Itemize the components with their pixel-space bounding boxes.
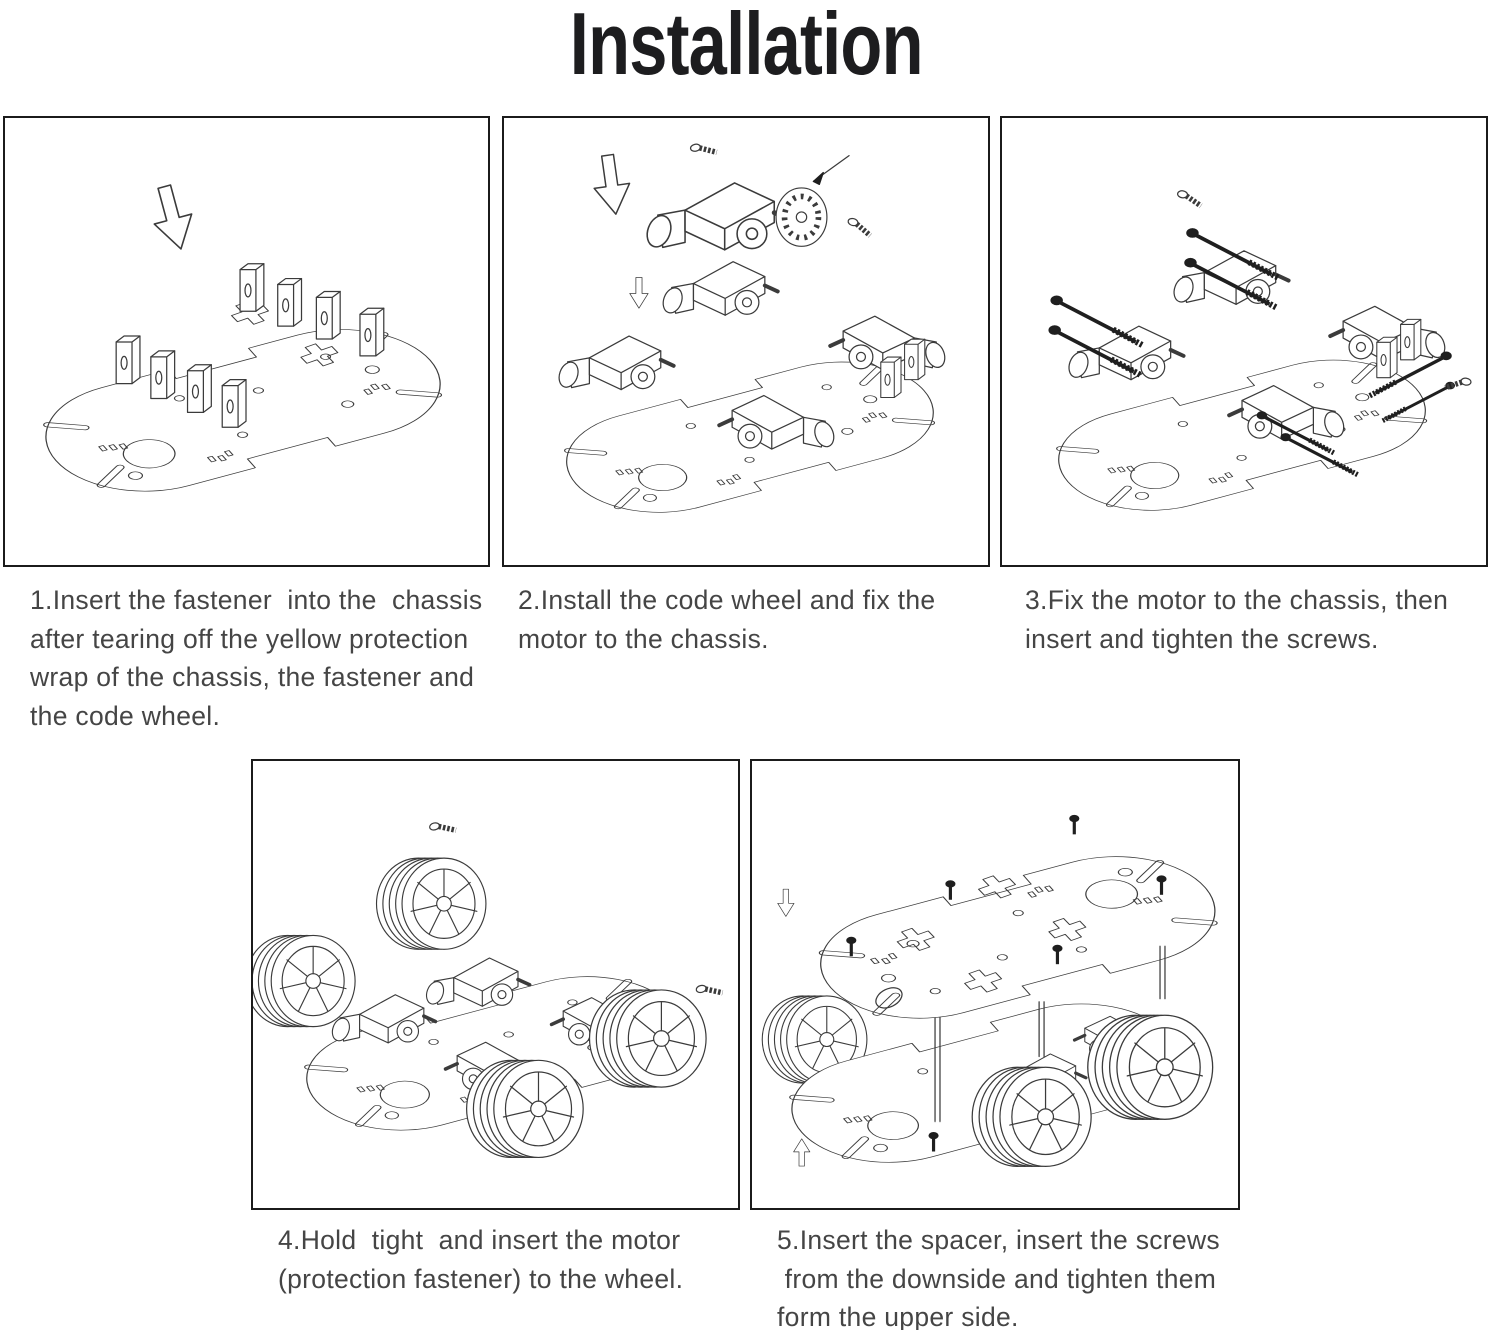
- wheels: [253, 858, 706, 1157]
- down-arrow-icon: [146, 182, 200, 254]
- screw-icon: [1176, 190, 1202, 206]
- caption-line: the code wheel.: [30, 700, 221, 731]
- screw-icon: [696, 981, 723, 999]
- step-1-panel: [3, 116, 490, 567]
- exploded-motor-with-code-wheel: [643, 140, 873, 250]
- step-1-drawing: [5, 118, 488, 565]
- step-4-drawing: [253, 761, 738, 1208]
- fastener-post: [1401, 319, 1421, 359]
- step-5-drawing: [752, 761, 1238, 1208]
- screw-icon: [429, 818, 456, 836]
- step-3-panel: [1000, 116, 1488, 567]
- top-chassis-plate: [787, 838, 1238, 1036]
- screw-icon: [690, 140, 717, 157]
- step-3-caption: [1025, 581, 1448, 658]
- step-1-caption: [30, 581, 482, 735]
- step-5-panel: [750, 759, 1240, 1210]
- caption-line: after tearing off the yellow protection: [30, 623, 469, 654]
- step-4-caption: [278, 1221, 683, 1298]
- down-arrow-icon: [590, 153, 634, 217]
- caption-line: insert and tighten the screws.: [1025, 623, 1379, 654]
- page-title: [0, 0, 1492, 93]
- fastener-post: [905, 339, 925, 379]
- small-up-arrow-icon: [794, 1139, 810, 1166]
- step-2-caption: [518, 581, 935, 658]
- small-down-arrow-icon: [630, 277, 648, 308]
- caption-line: (protection fastener) to the wheel.: [278, 1263, 684, 1294]
- fastener-post: [881, 357, 901, 397]
- screw-icon: [846, 218, 873, 236]
- code-wheel: [776, 188, 827, 246]
- step-2-panel: [502, 116, 990, 567]
- page-title-text: Installation: [569, 0, 923, 93]
- caption-line: motor to the chassis.: [518, 623, 769, 654]
- small-down-arrow-icon: [778, 889, 794, 916]
- caption-line: 4.Hold tight and insert the motor: [278, 1225, 681, 1255]
- step-2-drawing: [504, 118, 988, 565]
- fastener-post: [1377, 337, 1397, 377]
- caption-line: wrap of the chassis, the fastener and: [30, 662, 475, 692]
- caption-line: form the upper side.: [777, 1302, 1019, 1330]
- caption-line: 3.Fix the motor to the chassis, then: [1025, 585, 1449, 615]
- step-5-caption: [777, 1221, 1220, 1330]
- step-4-panel: [251, 759, 740, 1210]
- caption-line: 1.Insert the fastener into the chassis: [30, 585, 483, 615]
- caption-line: from the downside and tighten them: [777, 1263, 1217, 1294]
- caption-line: 2.Install the code wheel and fix the: [518, 585, 936, 615]
- step-3-drawing: [1002, 118, 1486, 565]
- caption-line: 5.Insert the spacer, insert the screws: [777, 1225, 1220, 1255]
